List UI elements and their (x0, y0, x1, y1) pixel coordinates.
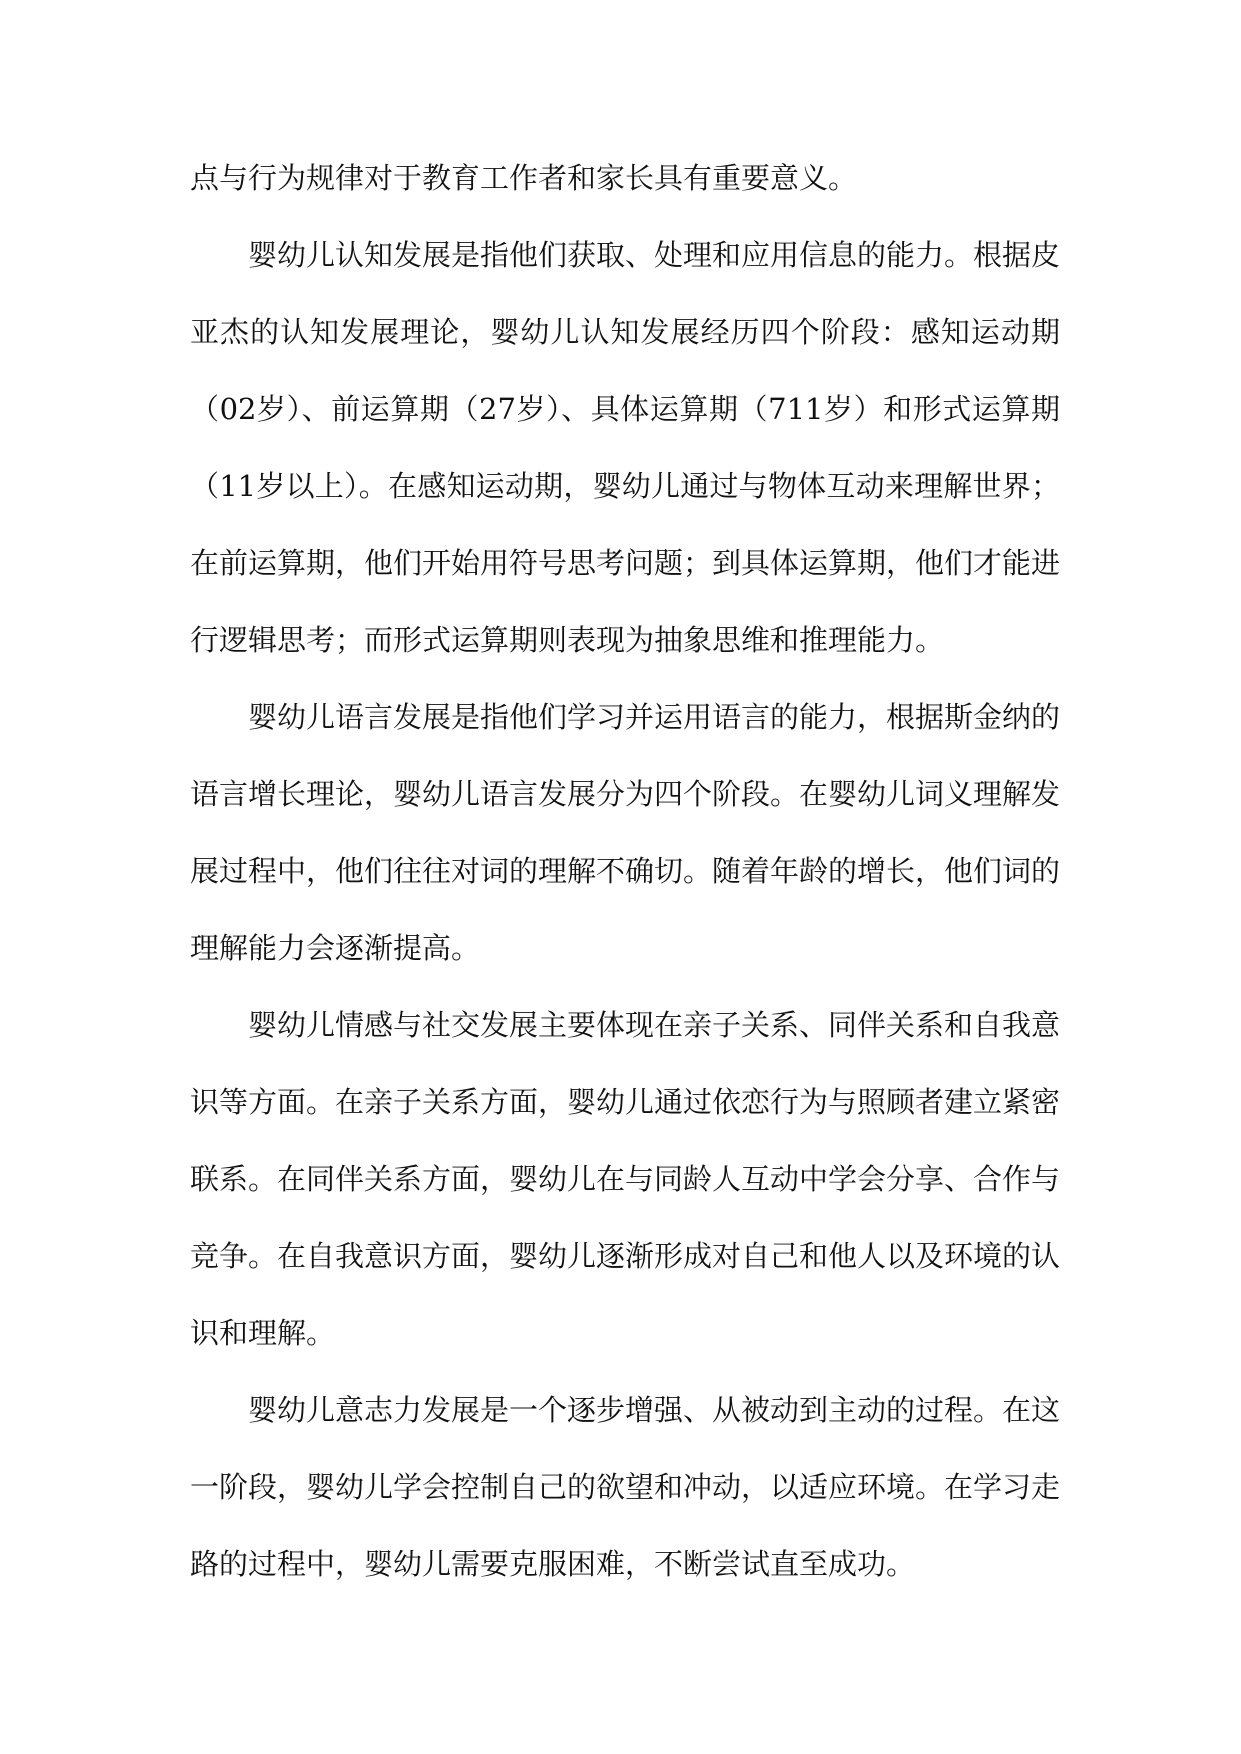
paragraph-cognitive-development: 婴幼儿认知发展是指他们获取、处理和应用信息的能力。根据皮亚杰的认知发展理论，婴幼儿认知发展经历四个阶段：感知运动期（02岁）、前运算期（27岁）、具体运算期（711岁）和形式运算期（11岁以上）。在感知运动期，婴幼儿通过与物体互动来理解世界；在前运算期，他们开始用符号思考问题；到具体运算期，他们才能进行逻辑思考；而形式运算期则表现为抽象思维和推理能力。 (190, 238, 1061, 657)
paragraph-continuation: 点与行为规律对于教育工作者和家长具有重要意义。 (190, 161, 858, 195)
body-text (190, 140, 1060, 1603)
paragraph-willpower-development: 婴幼儿意志力发展是一个逐步增强、从被动到主动的过程。在这一阶段，婴幼儿学会控制自己的欲望和冲动，以适应环境。在学习走路的过程中，婴幼儿需要克服困难，不断尝试直至成功。 (190, 1393, 1061, 1581)
paragraph-emotional-social-development: 婴幼儿情感与社交发展主要体现在亲子关系、同伴关系和自我意识等方面。在亲子关系方面，婴幼儿通过依恋行为与照顾者建立紧密联系。在同伴关系方面，婴幼儿在与同龄人互动中学会分享、合作与竞争。在自我意识方面，婴幼儿逐渐形成对自己和他人以及环境的认识和理解。 (190, 1008, 1061, 1350)
paragraph-language-development: 婴幼儿语言发展是指他们学习并运用语言的能力，根据斯金纳的语言增长理论，婴幼儿语言发展分为四个阶段。在婴幼儿词义理解发展过程中，他们往往对词的理解不确切。随着年龄的增长，他们词的理解能力会逐渐提高。 (190, 700, 1061, 965)
